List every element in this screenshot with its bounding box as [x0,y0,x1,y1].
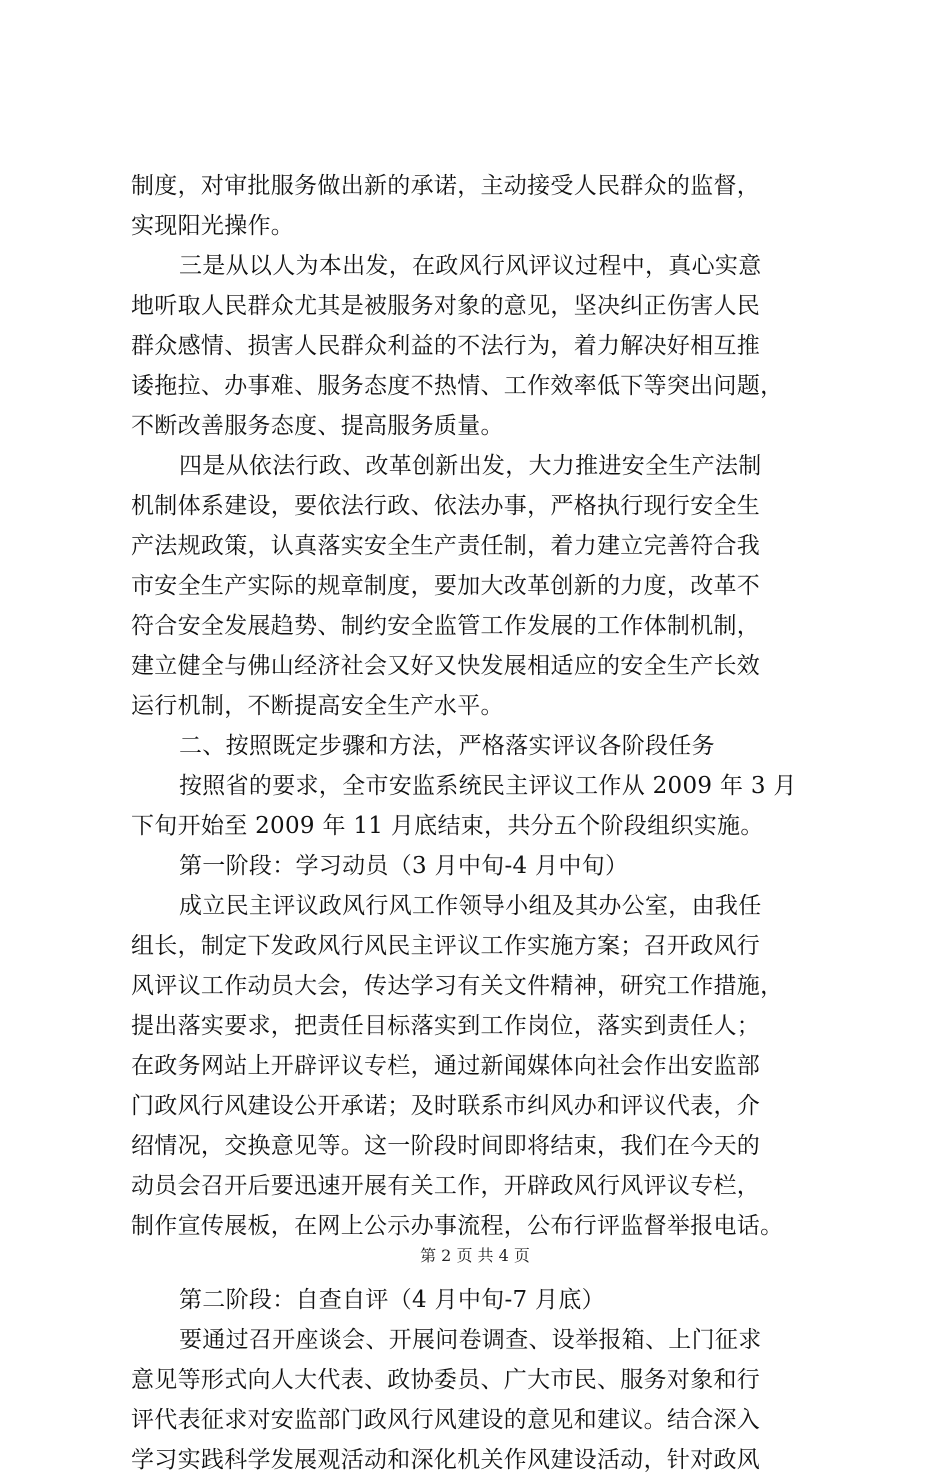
text-line: 诿拖拉、办事难、服务态度不热情、工作效率低下等突出问题， [131,373,784,399]
text-line: 意见等形式向人大代表、政协委员、广大市民、服务对象和行 [131,1367,761,1393]
text-line: 四是从依法行政、改革创新出发，大力推进安全生产法制 [179,453,762,479]
text-line: 建立健全与佛山经济社会又好又快发展相适应的安全生产长效 [131,653,761,679]
page-footer: 第 2 页 共 4 页 [420,1246,530,1265]
text-line: 在政务网站上开辟评议专栏，通过新闻媒体向社会作出安监部 [131,1053,761,1079]
text-line: 按照省的要求，全市安监系统民主评议工作从 2009 年 3 月 [179,773,797,799]
text-line: 制作宣传展板，在网上公示办事流程，公布行评监督举报电话。 [131,1213,784,1239]
text-line: 动员会召开后要迅速开展有关工作，开辟政风行风评议专栏， [131,1173,761,1199]
body-lines-top [131,166,851,1246]
text-line: 三是从以人为本出发，在政风行风评议过程中，真心实意 [179,253,762,279]
text-line: 提出落实要求，把责任目标落实到工作岗位，落实到责任人； [131,1013,761,1039]
text-line: 地听取人民群众尤其是被服务对象的意见，坚决纠正伤害人民 [131,293,761,319]
text-line: 绍情况，交换意见等。这一阶段时间即将结束，我们在今天的 [131,1133,761,1159]
text-line: 实现阳光操作。 [131,213,295,239]
text-line: 机制体系建设，要依法行政、依法办事，严格执行现行安全生 [131,493,761,519]
text-line: 制度，对审批服务做出新的承诺，主动接受人民群众的监督， [131,173,761,199]
text-line: 要通过召开座谈会、开展问卷调查、设举报箱、上门征求 [179,1327,762,1353]
text-line: 不断改善服务态度、提高服务质量。 [131,413,504,439]
body-lines-bottom [131,1280,851,1480]
text-line: 成立民主评议政风行风工作领导小组及其办公室，由我任 [179,893,762,919]
text-line: 风评议工作动员大会，传达学习有关文件精神，研究工作措施， [131,973,784,999]
text-line: 评代表征求对安监部门政风行风建设的意见和建议。结合深入 [131,1407,761,1433]
text-line: 市安全生产实际的规章制度，要加大改革创新的力度，改革不 [131,573,761,599]
text-line: 群众感情、损害人民群众利益的不法行为，着力解决好相互推 [131,333,761,359]
text-line: 组长，制定下发政风行风民主评议工作实施方案；召开政风行 [131,933,761,959]
document-body [131,166,851,1480]
text-line: 学习实践科学发展观活动和深化机关作风建设活动，针对政风 [131,1447,761,1473]
text-line: 符合安全发展趋势、制约安全监管工作发展的工作体制机制， [131,613,761,639]
text-line: 第二阶段：自查自评（4 月中旬-7 月底） [179,1287,605,1313]
text-line: 产法规政策，认真落实安全生产责任制，着力建立完善符合我 [131,533,761,559]
text-line: 运行机制，不断提高安全生产水平。 [131,693,504,719]
text-line: 门政风行风建设公开承诺；及时联系市纠风办和评议代表，介 [131,1093,761,1119]
text-line: 第一阶段：学习动员（3 月中旬-4 月中旬） [179,853,629,879]
text-line: 二、按照既定步骤和方法，严格落实评议各阶段任务 [179,733,715,759]
text-line: 下旬开始至 2009 年 11 月底结束，共分五个阶段组织实施。 [131,813,764,839]
